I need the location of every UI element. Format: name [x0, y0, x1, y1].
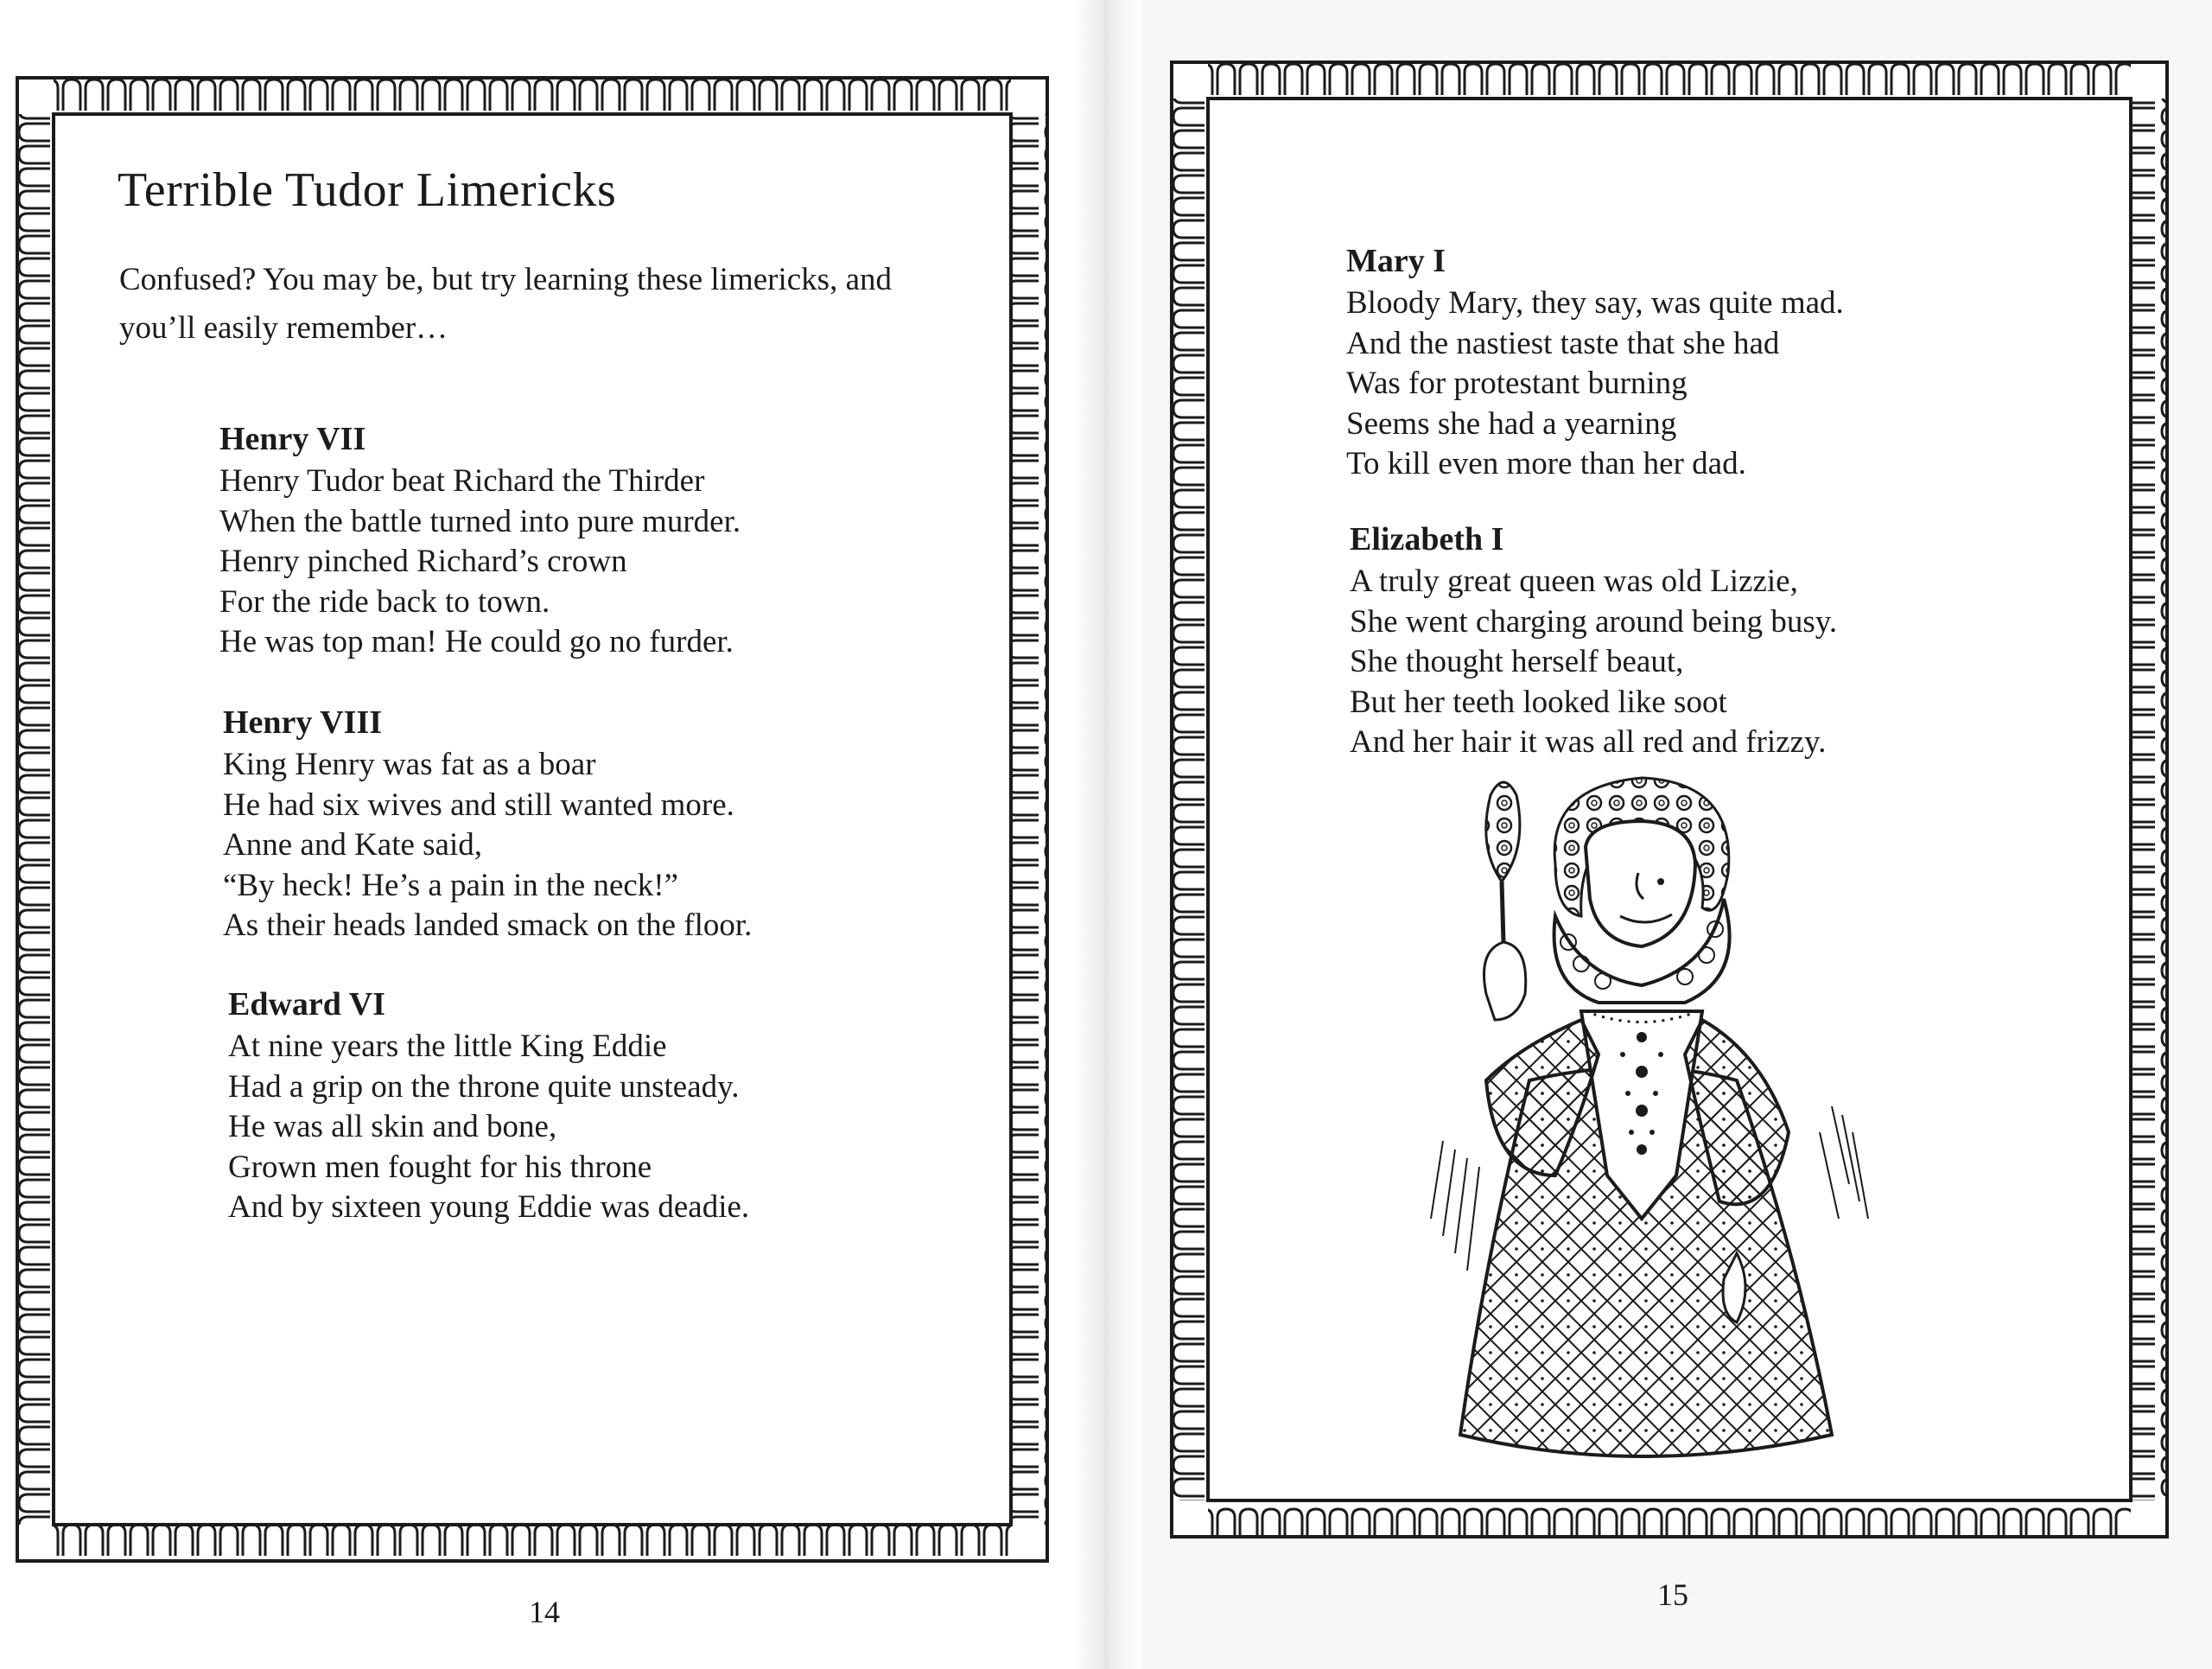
limerick-line: And by sixteen young Eddie was deadie. [228, 1189, 750, 1225]
limerick-line: King Henry was fat as a boar [223, 747, 596, 782]
limerick-line: He was top man! He could go no furder. [219, 624, 734, 659]
limerick-henry-viii [223, 702, 752, 946]
limerick-heading: Mary I [1346, 243, 1446, 279]
limerick-line: Had a grip on the throne quite unsteady. [228, 1068, 740, 1105]
limerick-line: For the ride back to town. [219, 583, 550, 620]
page-number: 14 [529, 1595, 560, 1629]
limerick-line: And the nastiest taste that she had [1346, 325, 1780, 361]
limerick-elizabeth-i [1350, 519, 1837, 763]
limerick-line: Henry Tudor beat Richard the Thirder [219, 463, 705, 499]
limerick-line: “By heck! He’s a pain in the neck!” [223, 867, 679, 903]
limerick-line: He had six wives and still wanted more. [223, 787, 734, 823]
limerick-heading: Edward VI [228, 986, 385, 1022]
limerick-line: When the battle turned into pure murder. [219, 503, 741, 539]
limerick-edward-vi [228, 984, 749, 1228]
limerick-line: As their heads landed smack on the floor. [223, 908, 753, 943]
limerick-line: Bloody Mary, they say, was quite mad. [1346, 285, 1844, 321]
intro-paragraph [119, 256, 892, 353]
limerick-heading: Henry VIII [223, 704, 383, 741]
limerick-mary-i [1346, 240, 1844, 485]
page-number: 15 [1657, 1577, 1688, 1612]
limerick-line: He was all skin and bone, [228, 1109, 557, 1144]
limerick-line: But her teeth looked like soot [1350, 684, 1727, 720]
queen-elizabeth-illustration [1426, 769, 1875, 1478]
limerick-henry-vii [219, 418, 741, 663]
limerick-line: Henry pinched Richard’s crown [219, 544, 627, 579]
limerick-line: Was for protestant burning [1346, 366, 1688, 401]
limerick-line: Seems she had a yearning [1346, 405, 1677, 442]
limerick-line: At nine years the little King Eddie [228, 1029, 667, 1064]
limerick-line: She went charging around being busy. [1350, 603, 1838, 640]
page-title: Terrible Tudor Limericks [118, 163, 617, 217]
limerick-line: Anne and Kate said, [223, 827, 483, 863]
limerick-line: Grown men fought for his throne [228, 1149, 652, 1185]
limerick-line: And her hair it was all red and frizzy. [1350, 724, 1827, 760]
limerick-heading: Elizabeth I [1350, 521, 1504, 557]
intro-line: Confused? You may be, but try learning these limericks, and [119, 262, 892, 297]
limerick-line: She thought herself beaut, [1350, 644, 1684, 679]
limerick-heading: Henry VII [219, 421, 366, 457]
limerick-line: A truly great queen was old Lizzie, [1350, 564, 1798, 599]
limerick-line: To kill even more than her dad. [1346, 446, 1746, 481]
intro-line: you’ll easily remember… [119, 310, 448, 346]
right-page [1106, 0, 2212, 1669]
